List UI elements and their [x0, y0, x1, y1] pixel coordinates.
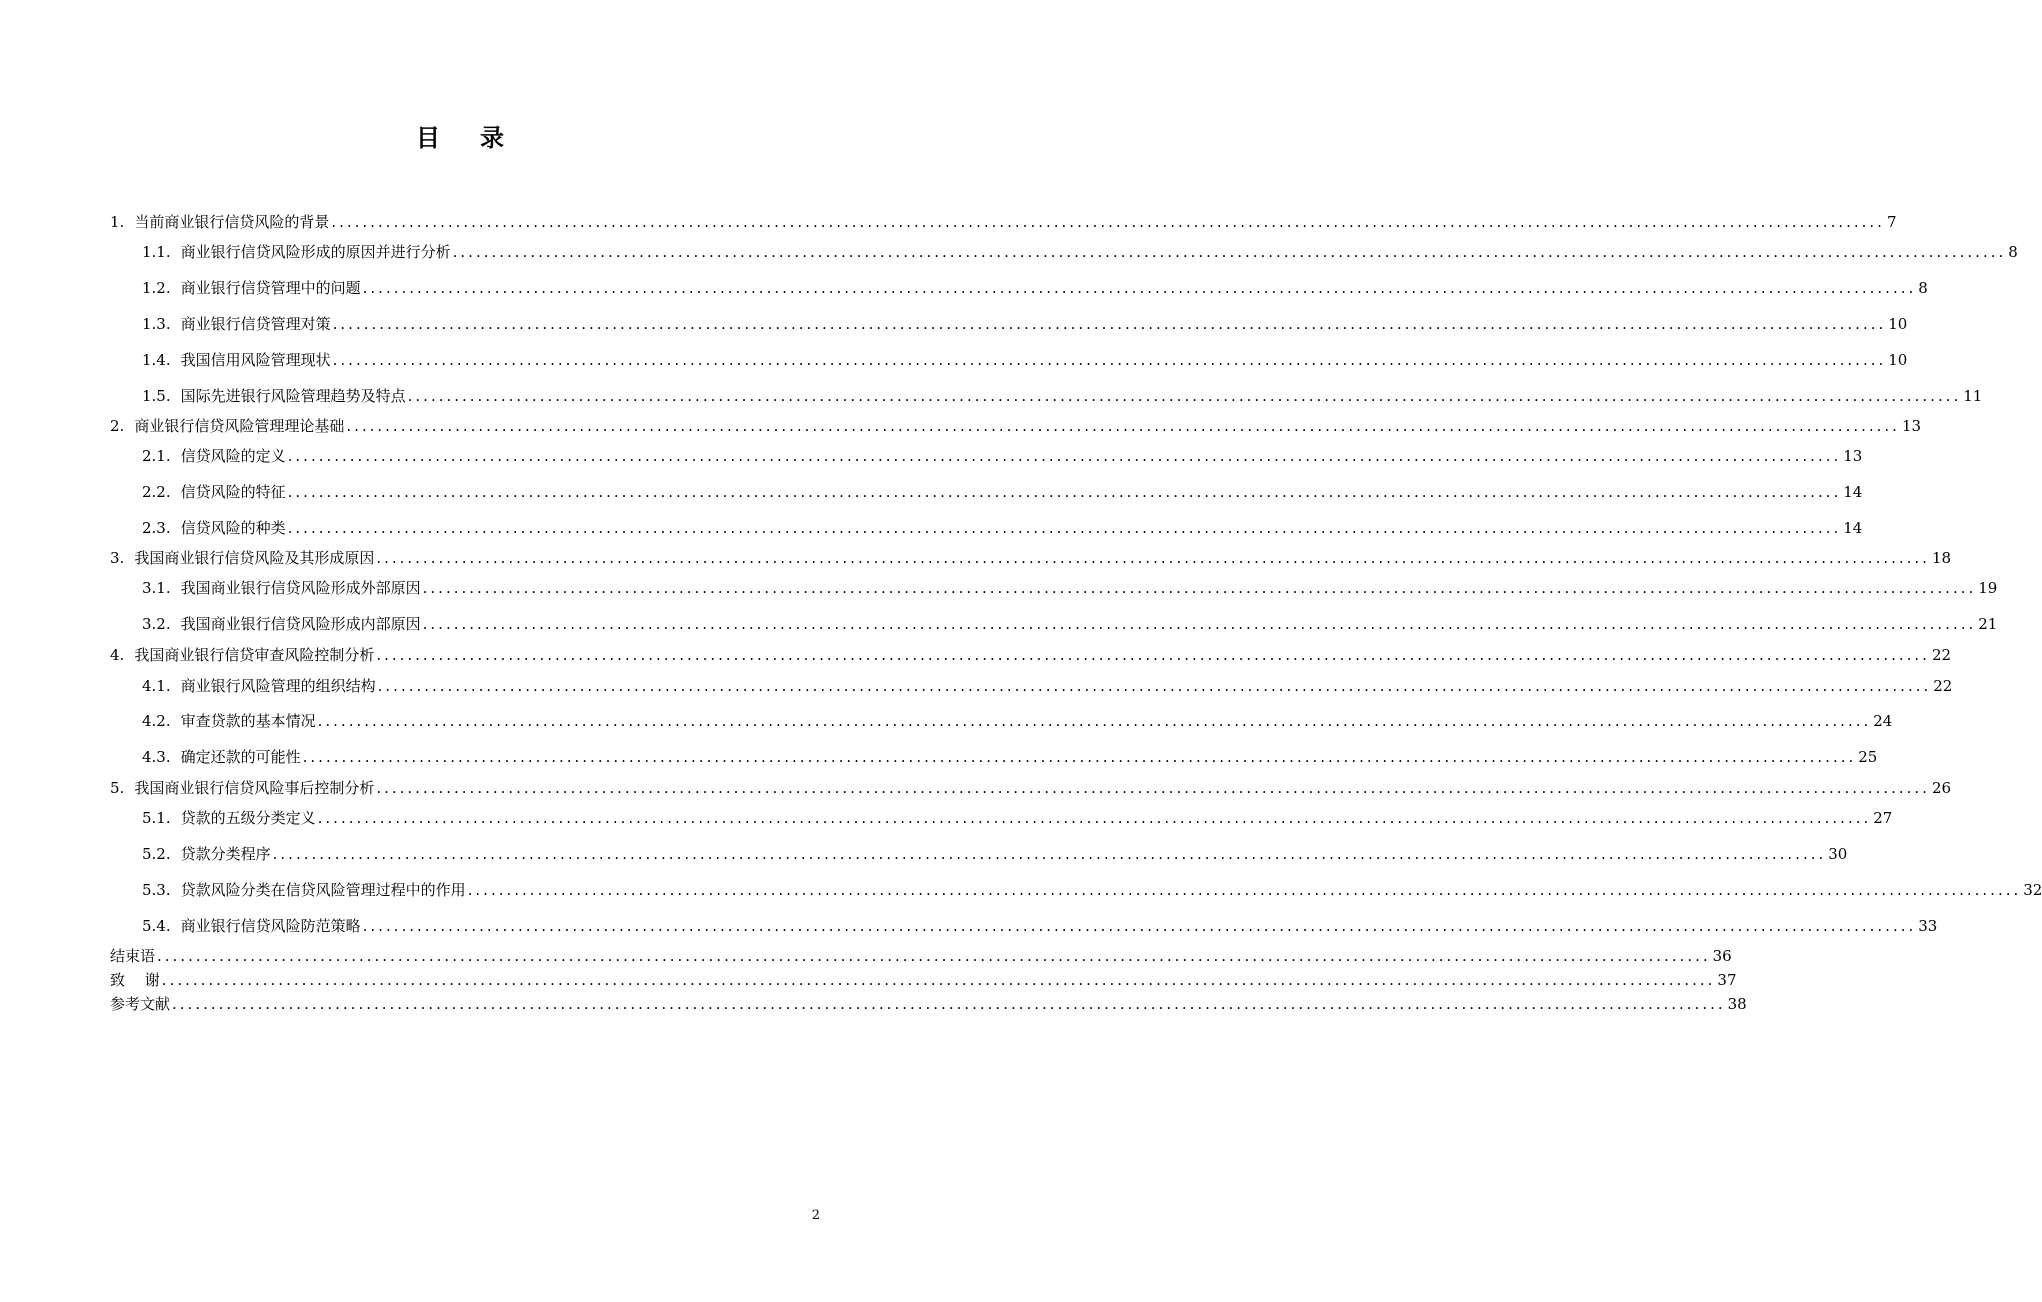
toc-entry-title: 国际先进银行风险管理趋势及特点 [180, 387, 406, 405]
toc-entry-page: 32 [2023, 881, 2042, 899]
toc-leader-dots: ........................................................................................................................................................................................................ [407, 387, 1962, 405]
toc-leader-dots: ........................................................................................................................................................................................................ [161, 971, 1716, 989]
toc-leader-dots: ........................................................................................................................................................................................................ [376, 549, 1930, 567]
toc-entry-title: 我国商业银行信贷风险及其形成原因 [134, 549, 375, 567]
toc-entry-page: 8 [1918, 279, 1928, 297]
toc-entry-page: 14 [1843, 483, 1863, 501]
toc-entry-title: 致 谢 [110, 971, 160, 989]
toc-entry-title: 贷款的五级分类定义 [180, 809, 316, 827]
toc-entry-page: 21 [1978, 615, 1998, 633]
toc-entry-number: 4.1. [142, 677, 171, 695]
toc-leader-dots: ........................................................................................................................................................................................................ [317, 809, 1872, 827]
toc-entry-title: 信贷风险的特征 [180, 483, 286, 501]
toc-entry-title: 信贷风险的种类 [180, 519, 286, 537]
toc-entry-number: 4. [110, 646, 125, 664]
title-char-2: 录 [480, 124, 504, 152]
toc-entry-title: 商业银行信贷风险管理理论基础 [134, 417, 345, 435]
toc-entry-number: 3.1. [142, 579, 171, 597]
toc-entry-number: 5. [110, 779, 125, 797]
toc-entry-page: 25 [1858, 748, 1878, 766]
toc-entry[interactable] [142, 276, 1928, 300]
toc-leader-dots: ........................................................................................................................................................................................................ [272, 845, 1827, 863]
toc-entry-page: 18 [1931, 549, 1952, 567]
toc-entry[interactable] [142, 842, 1848, 866]
toc-entry-number: 1.1. [142, 243, 171, 261]
toc-leader-dots: ........................................................................................................................................................................................................ [172, 995, 1726, 1013]
toc-entry-page: 27 [1873, 809, 1893, 827]
toc-entry-title: 商业银行信贷管理中的问题 [180, 279, 361, 297]
toc-leader-dots: ........................................................................................................................................................................................................ [422, 615, 1977, 633]
toc-entry-number: 3. [110, 549, 125, 567]
toc-entry-title: 参考文献 [110, 995, 171, 1013]
toc-entry[interactable] [142, 516, 1863, 540]
title-char-1: 目 [416, 124, 440, 152]
toc-entry-title: 商业银行信贷风险形成的原因并进行分析 [180, 243, 451, 261]
toc-entry-number: 5.3. [142, 881, 171, 899]
toc-entry[interactable] [142, 745, 1878, 769]
toc-entry[interactable] [142, 348, 1908, 372]
toc-entry-title: 我国商业银行信贷风险形成内部原因 [180, 615, 421, 633]
toc-entry-page: 10 [1888, 315, 1908, 333]
toc-entry-title: 我国商业银行信贷风险事后控制分析 [134, 779, 375, 797]
toc-entry-number: 2. [110, 417, 125, 435]
page-number: 2 [811, 1208, 820, 1223]
toc-leader-dots: ........................................................................................................................................................................................................ [287, 447, 1842, 465]
toc-entry-page: 26 [1931, 779, 1952, 797]
toc-entry-number: 1.5. [142, 387, 171, 405]
toc-entry-page: 37 [1717, 971, 1737, 989]
toc-entry-page: 13 [1901, 417, 1922, 435]
toc-entry-number: 5.1. [142, 809, 171, 827]
toc-entry[interactable] [110, 944, 1732, 968]
toc-entry-page: 13 [1843, 447, 1863, 465]
toc-entry-title: 审查贷款的基本情况 [180, 712, 316, 730]
toc-leader-dots: ........................................................................................................................................................................................................ [332, 315, 1887, 333]
toc-leader-dots: ........................................................................................................................................................................................................ [362, 917, 1917, 935]
toc-entry-title: 我国信用风险管理现状 [180, 351, 331, 369]
toc-entry-page: 7 [1886, 213, 1897, 231]
toc-entry-page: 36 [1712, 947, 1732, 965]
toc-entry-page: 24 [1873, 712, 1893, 730]
toc-entry-title: 我国商业银行信贷审查风险控制分析 [134, 646, 375, 664]
toc-entry[interactable] [110, 776, 1952, 800]
toc-entry-number: 1.3. [142, 315, 171, 333]
toc-entry-title: 确定还款的可能性 [180, 748, 301, 766]
toc-entry[interactable] [142, 384, 1983, 408]
toc-entry-number: 1.4. [142, 351, 171, 369]
toc-entry-number: 4.2. [142, 712, 171, 730]
toc-entry[interactable] [142, 612, 1998, 636]
toc-entry-number: 3.2. [142, 615, 171, 633]
toc-entry-title: 贷款风险分类在信贷风险管理过程中的作用 [180, 881, 466, 899]
toc-leader-dots: ........................................................................................................................................................................................................ [332, 351, 1887, 369]
toc-leader-dots: ........................................................................................................................................................................................................ [317, 712, 1872, 730]
toc-entry[interactable] [142, 240, 2018, 264]
toc-entry-page: 30 [1828, 845, 1848, 863]
toc-entry-title: 信贷风险的定义 [180, 447, 286, 465]
toc-entry[interactable] [110, 992, 1747, 1016]
toc-entry-page: 38 [1727, 995, 1747, 1013]
toc-leader-dots: ........................................................................................................................................................................................................ [362, 279, 1917, 297]
toc-entry[interactable] [110, 210, 1897, 234]
toc-entry-number: 1. [110, 213, 125, 231]
toc-leader-dots: ........................................................................................................................................................................................................ [376, 779, 1930, 797]
toc-entry[interactable] [142, 480, 1863, 504]
toc-entry[interactable] [110, 643, 1952, 667]
toc-entry-page: 14 [1843, 519, 1863, 537]
toc-entry-number: 2.3. [142, 519, 171, 537]
toc-leader-dots: ........................................................................................................................................................................................................ [331, 213, 1885, 231]
toc-entry-title: 我国商业银行信贷风险形成外部原因 [180, 579, 421, 597]
toc-entry-page: 19 [1978, 579, 1998, 597]
toc-entry-title: 当前商业银行信贷风险的背景 [134, 213, 330, 231]
toc-entry-title: 商业银行信贷风险防范策略 [180, 917, 361, 935]
toc-leader-dots: ........................................................................................................................................................................................................ [346, 417, 1900, 435]
toc-entry-title: 商业银行信贷管理对策 [180, 315, 331, 333]
toc-entry-page: 33 [1918, 917, 1938, 935]
toc-entry[interactable] [110, 414, 1922, 438]
toc-leader-dots: ........................................................................................................................................................................................................ [376, 646, 1930, 664]
toc-entry-page: 10 [1888, 351, 1908, 369]
toc-entry-title: 贷款分类程序 [180, 845, 271, 863]
toc-entry-number: 2.2. [142, 483, 171, 501]
toc-leader-dots: ........................................................................................................................................................................................................ [287, 519, 1842, 537]
toc-leader-dots: ........................................................................................................................................................................................................ [422, 579, 1977, 597]
toc-entry-page: 8 [2008, 243, 2018, 261]
toc-leader-dots: ........................................................................................................................................................................................................ [302, 748, 1857, 766]
toc-entry[interactable] [142, 878, 2042, 902]
toc-leader-dots: ........................................................................................................................................................................................................ [157, 947, 1711, 965]
toc-leader-dots: ........................................................................................................................................................................................................ [377, 677, 1932, 695]
toc-entry-page: 11 [1963, 387, 1983, 405]
toc-entry-number: 5.4. [142, 917, 171, 935]
toc-entry[interactable] [110, 546, 1952, 570]
toc-entry[interactable] [110, 968, 1737, 992]
toc-entry-number: 5.2. [142, 845, 171, 863]
toc-entry-number: 4.3. [142, 748, 171, 766]
toc-entry-number: 1.2. [142, 279, 171, 297]
toc-entry[interactable] [142, 709, 1893, 733]
toc-leader-dots: ........................................................................................................................................................................................................ [452, 243, 2007, 261]
toc-entry-page: 22 [1933, 677, 1953, 695]
toc-entry-page: 22 [1931, 646, 1952, 664]
toc-entry[interactable] [142, 312, 1908, 336]
toc-entry[interactable] [142, 576, 1998, 600]
page-title [0, 118, 920, 153]
toc-entry-title: 结束语 [110, 947, 156, 965]
toc-entry[interactable] [142, 444, 1863, 468]
toc-entry[interactable] [142, 914, 1938, 938]
toc-entry[interactable] [142, 806, 1893, 830]
toc-leader-dots: ........................................................................................................................................................................................................ [287, 483, 1842, 501]
toc-leader-dots: ........................................................................................................................................................................................................ [467, 881, 2022, 899]
toc-entry-title: 商业银行风险管理的组织结构 [180, 677, 376, 695]
toc-entry-number: 2.1. [142, 447, 171, 465]
toc-entry[interactable] [142, 674, 1953, 698]
